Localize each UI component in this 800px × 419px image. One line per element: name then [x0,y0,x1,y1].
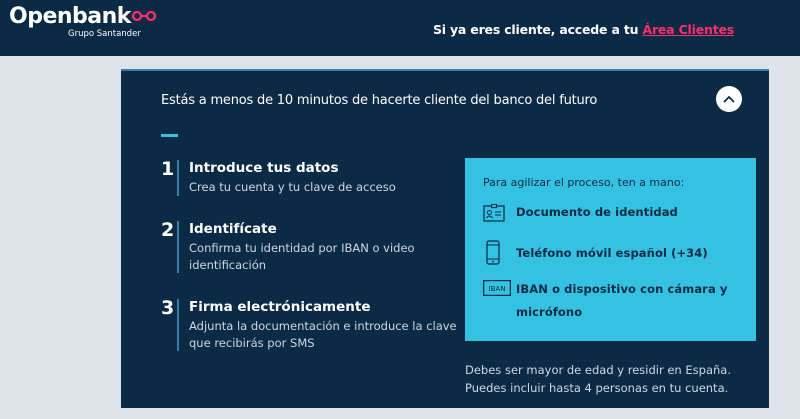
step-number: 1 [161,158,175,180]
requirements-box [465,158,756,341]
requirement-label: IBAN o dispositivo con cámara y micrófono [516,282,728,319]
requirements-heading: Para agilizar el proceso, ten a mano: [483,176,685,189]
eligibility-note: Debes ser mayor de edad y residir en España. Puedes incluir hasta 4 personas en tu cuenta. [465,363,731,395]
onboarding-card [121,69,769,408]
openbank-mark-icon [131,10,157,22]
step-description: Crea tu cuenta y tu clave de acceso [189,180,396,194]
accent-divider [161,134,178,137]
step-description: Adjunta la documentación e introduce la clave que recibirás por SMS [189,319,457,350]
top-bar [0,0,800,56]
chevron-up-icon [723,95,735,103]
client-area-link[interactable]: Área Clientes [642,22,734,37]
brand-subtitle: Grupo Santander [68,29,141,39]
step-divider [177,299,179,351]
client-prompt: Si ya eres cliente, accede a tu [432,22,639,37]
step-divider [177,160,179,196]
step-number: 2 [161,219,175,241]
card-title: Estás a menos de 10 minutos de hacerte cliente del banco del futuro [161,93,598,108]
step-number: 3 [161,297,175,319]
id-card-icon [483,204,505,222]
iban-icon [483,280,511,296]
requirement-label: Documento de identidad [516,205,678,219]
step-divider [177,221,179,273]
openbank-logo[interactable] [9,4,141,39]
iban-icon-text: IBAN [488,285,506,293]
step-title: Introduce tus datos [189,160,339,176]
client-access-text [433,22,734,37]
step-title: Firma electrónicamente [189,299,371,315]
step-title: Identifícate [189,221,277,237]
brand-name: Openbank [9,4,131,29]
requirement-label: Teléfono móvil español (+34) [516,246,708,260]
mobile-phone-icon [483,240,503,266]
collapse-button[interactable] [716,86,742,112]
step-description: Confirma tu identidad por IBAN o video identificación [189,241,415,272]
